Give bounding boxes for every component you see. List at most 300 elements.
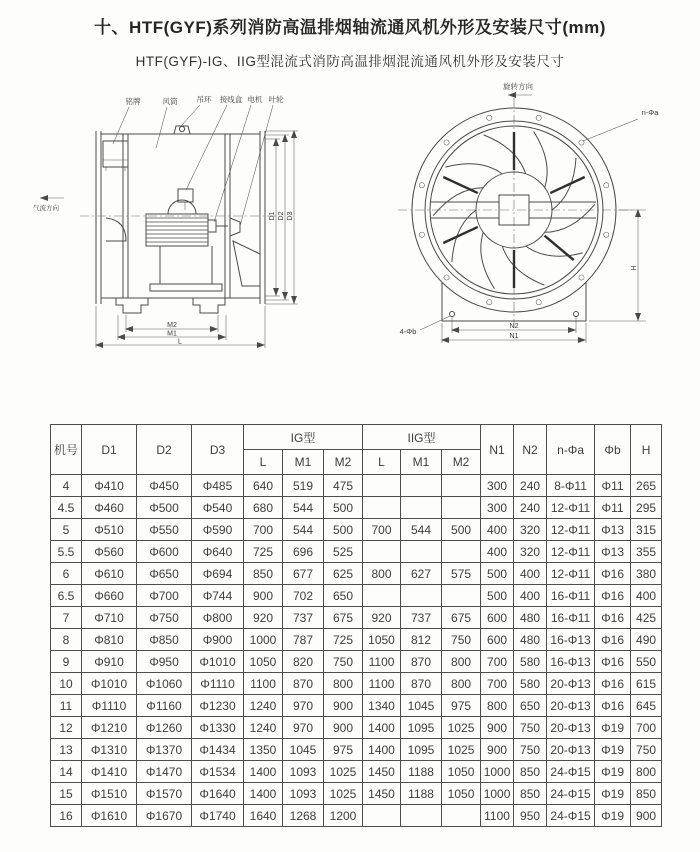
spec-cell — [442, 805, 481, 827]
spec-cell: 1095 — [401, 739, 442, 761]
spec-cell: 750 — [324, 651, 363, 673]
flange-holes-callout — [583, 108, 659, 141]
spec-row — [51, 673, 662, 695]
spec-row — [51, 541, 662, 563]
spec-cell: Φ1330 — [192, 717, 244, 739]
spec-cell: 750 — [442, 629, 481, 651]
spec-cell: Φ16 — [595, 585, 631, 607]
spec-cell: 15 — [51, 783, 82, 805]
spec-cell — [401, 475, 442, 497]
bottom-dimensions — [96, 306, 265, 348]
spec-cell: 1350 — [244, 739, 283, 761]
part-labels — [113, 94, 284, 226]
spec-cell: 1025 — [324, 783, 363, 805]
spec-cell: 870 — [401, 673, 442, 695]
spec-cell — [442, 497, 481, 519]
spec-cell: Φ660 — [82, 585, 137, 607]
spec-cell: 1100 — [363, 673, 401, 695]
spec-cell: Φ16 — [595, 651, 631, 673]
spec-cell: 8-Φ11 — [547, 475, 595, 497]
spec-cell: Φ16 — [595, 607, 631, 629]
spec-cell: 500 — [324, 519, 363, 541]
spec-cell: Φ1260 — [137, 717, 192, 739]
label-rotation: 旋转方向 — [503, 82, 533, 91]
spec-cell: 10 — [51, 673, 82, 695]
col-header-b: Φb — [595, 425, 631, 475]
spec-cell: 920 — [244, 607, 283, 629]
spec-cell: 16 — [51, 805, 82, 827]
spec-cell: 870 — [283, 673, 324, 695]
spec-cell: Φ810 — [82, 629, 137, 651]
dim-m2: M2 — [167, 322, 177, 329]
spec-cell: 970 — [283, 695, 324, 717]
spec-cell: 737 — [401, 607, 442, 629]
spec-cell — [363, 475, 401, 497]
label-motor: 电机 — [247, 95, 263, 104]
fan-casing — [96, 131, 265, 304]
spec-cell: Φ13 — [595, 519, 631, 541]
col-group-ig: IG型 — [244, 425, 363, 450]
spec-cell: 1095 — [401, 717, 442, 739]
spec-cell: 300 — [481, 497, 514, 519]
spec-cell: 737 — [283, 607, 324, 629]
spec-cell: 900 — [324, 695, 363, 717]
spec-cell: 800 — [363, 563, 401, 585]
spec-cell: 24-Φ15 — [547, 805, 595, 827]
spec-cell — [442, 541, 481, 563]
spec-cell: 975 — [324, 739, 363, 761]
motor-pedestal — [150, 246, 222, 291]
spec-cell: 320 — [514, 519, 547, 541]
spec-cell: 702 — [283, 585, 324, 607]
spec-cell: 6 — [51, 563, 82, 585]
spec-cell: 1100 — [481, 805, 514, 827]
spec-cell: 700 — [481, 673, 514, 695]
spec-cell: 1093 — [283, 761, 324, 783]
spec-cell: 5 — [51, 519, 82, 541]
spec-cell: 12 — [51, 717, 82, 739]
spec-cell: Φ1010 — [82, 673, 137, 695]
spec-cell: Φ1230 — [192, 695, 244, 717]
spec-cell: 500 — [324, 497, 363, 519]
spec-cell: Φ16 — [595, 695, 631, 717]
col-header-h: H — [631, 425, 662, 475]
spec-row — [51, 695, 662, 717]
height-dimension — [589, 210, 646, 321]
spec-cell: 4.5 — [51, 497, 82, 519]
spec-row — [51, 717, 662, 739]
spec-cell: Φ1740 — [192, 805, 244, 827]
spec-cell: 12-Φ11 — [547, 541, 595, 563]
spec-cell: 625 — [324, 563, 363, 585]
spec-cell: 645 — [631, 695, 662, 717]
spec-cell: 800 — [481, 695, 514, 717]
spec-cell — [401, 497, 442, 519]
spec-cell: 8 — [51, 629, 82, 651]
spec-cell: 315 — [631, 519, 662, 541]
spec-cell: Φ560 — [82, 541, 137, 563]
spec-cell: Φ1110 — [82, 695, 137, 717]
spec-cell: 1400 — [363, 739, 401, 761]
spec-cell: Φ600 — [137, 541, 192, 563]
spec-cell: 1100 — [244, 673, 283, 695]
spec-cell: 900 — [324, 717, 363, 739]
spec-cell: 400 — [481, 519, 514, 541]
rotation-direction — [503, 81, 533, 95]
spec-cell: 500 — [481, 585, 514, 607]
lifting-ring-shape — [174, 126, 190, 134]
label-flange-holes: n-Φa — [641, 108, 659, 117]
spec-cell: Φ900 — [192, 629, 244, 651]
side-view-drawing — [28, 86, 328, 364]
spec-cell: Φ640 — [192, 541, 244, 563]
dim-l: L — [178, 338, 182, 346]
spec-cell: Φ750 — [137, 607, 192, 629]
label-lifting-ring: 吊环 — [196, 95, 212, 104]
spec-row — [51, 607, 662, 629]
spec-cell: 295 — [631, 497, 662, 519]
spec-cell: Φ510 — [82, 519, 137, 541]
spec-cell: 1050 — [244, 651, 283, 673]
spec-cell: Φ1670 — [137, 805, 192, 827]
spec-cell: 680 — [244, 497, 283, 519]
spec-cell: Φ744 — [192, 585, 244, 607]
spec-cell: 787 — [283, 629, 324, 651]
spec-cell: 550 — [631, 651, 662, 673]
dim-n1: N1 — [509, 333, 519, 340]
col-header-iig-l: L — [363, 450, 401, 475]
spec-cell: 920 — [363, 607, 401, 629]
spec-cell: 519 — [283, 475, 324, 497]
spec-cell: 1000 — [244, 629, 283, 651]
spec-cell: 900 — [631, 805, 662, 827]
spec-cell: 900 — [244, 585, 283, 607]
spec-cell: 850 — [631, 783, 662, 805]
spec-cell: 1268 — [283, 805, 324, 827]
spec-cell: 600 — [481, 629, 514, 651]
spec-cell: 400 — [514, 585, 547, 607]
label-airflow: 气流方向 — [33, 205, 59, 212]
spec-cell: 480 — [514, 607, 547, 629]
spec-cell: 640 — [244, 475, 283, 497]
spec-cell: 812 — [401, 629, 442, 651]
spec-cell: Φ19 — [595, 717, 631, 739]
spec-cell: 1000 — [481, 761, 514, 783]
spec-cell: Φ485 — [192, 475, 244, 497]
col-header-n2: N2 — [514, 425, 547, 475]
spec-cell — [363, 585, 401, 607]
spec-cell: 12-Φ11 — [547, 497, 595, 519]
spec-cell: Φ694 — [192, 563, 244, 585]
spec-cell: 240 — [514, 475, 547, 497]
spec-cell: 20-Φ13 — [547, 717, 595, 739]
spec-cell — [442, 585, 481, 607]
spec-cell: 16-Φ13 — [547, 651, 595, 673]
spec-row — [51, 585, 662, 607]
spec-cell: 544 — [401, 519, 442, 541]
spec-cell: 500 — [481, 563, 514, 585]
spec-cell: 850 — [514, 761, 547, 783]
spec-cell: 1100 — [363, 651, 401, 673]
spec-cell: 677 — [283, 563, 324, 585]
spec-cell: 975 — [442, 695, 481, 717]
spec-cell: 600 — [481, 607, 514, 629]
spec-cell: Φ1060 — [137, 673, 192, 695]
spec-cell: 6.5 — [51, 585, 82, 607]
spec-cell: 1045 — [401, 695, 442, 717]
spec-cell: 20-Φ13 — [547, 739, 595, 761]
spec-cell: 1000 — [481, 783, 514, 805]
spec-cell: Φ710 — [82, 607, 137, 629]
spec-cell: 1640 — [244, 805, 283, 827]
spec-cell: 7 — [51, 607, 82, 629]
spec-cell: Φ1640 — [192, 783, 244, 805]
spec-cell: Φ910 — [82, 651, 137, 673]
spec-cell: 20-Φ13 — [547, 695, 595, 717]
spec-cell: 850 — [244, 563, 283, 585]
spec-cell — [401, 541, 442, 563]
spec-cell: Φ1570 — [137, 783, 192, 805]
spec-cell: 12-Φ11 — [547, 563, 595, 585]
spec-cell: 725 — [324, 629, 363, 651]
spec-cell: Φ500 — [137, 497, 192, 519]
spec-cell: 480 — [514, 629, 547, 651]
spec-cell: 1188 — [401, 783, 442, 805]
spec-cell: 650 — [514, 695, 547, 717]
spec-cell: 1050 — [442, 761, 481, 783]
label-nameplate: 铭牌 — [125, 97, 141, 106]
spec-cell: 24-Φ15 — [547, 761, 595, 783]
spec-cell: 240 — [514, 497, 547, 519]
spec-row — [51, 519, 662, 541]
spec-cell: Φ1510 — [82, 783, 137, 805]
spec-cell: 1188 — [401, 761, 442, 783]
spec-cell: 820 — [283, 651, 324, 673]
col-group-iig: IIG型 — [363, 425, 481, 450]
spec-cell: 800 — [442, 651, 481, 673]
page-title: 十、HTF(GYF)系列消防高温排烟轴流通风机外形及安装尺寸(mm) — [94, 18, 606, 37]
spec-cell: 900 — [481, 739, 514, 761]
spec-cell: 1400 — [244, 761, 283, 783]
spec-cell: Φ1110 — [192, 673, 244, 695]
dim-m1: M1 — [167, 330, 177, 338]
spec-row — [51, 475, 662, 497]
spec-cell: Φ540 — [192, 497, 244, 519]
col-header-d3: D3 — [192, 425, 244, 475]
spec-cell: 490 — [631, 629, 662, 651]
spec-cell: Φ19 — [595, 739, 631, 761]
label-impeller: 叶轮 — [268, 95, 284, 104]
spec-cell: Φ550 — [137, 519, 192, 541]
spec-cell: Φ13 — [595, 541, 631, 563]
spec-cell: Φ16 — [595, 673, 631, 695]
label-duct: 风筒 — [162, 97, 178, 106]
spec-cell: 750 — [514, 739, 547, 761]
spec-cell: Φ19 — [595, 783, 631, 805]
impeller-shape — [230, 218, 260, 286]
col-header-d2: D2 — [137, 425, 192, 475]
motor-shape — [146, 200, 228, 246]
col-header-d1: D1 — [82, 425, 137, 475]
spec-cell: 575 — [442, 563, 481, 585]
spec-cell: 627 — [401, 563, 442, 585]
col-header-model: 机号 — [51, 425, 82, 475]
spec-cell: Φ1410 — [82, 761, 137, 783]
spec-cell: 580 — [514, 673, 547, 695]
spec-cell: Φ1010 — [192, 651, 244, 673]
spec-cell: 1450 — [363, 761, 401, 783]
diameter-dimensions — [265, 131, 298, 304]
col-header-iig-m1: M1 — [401, 450, 442, 475]
spec-cell: Φ11 — [595, 497, 631, 519]
spec-cell: 1025 — [442, 717, 481, 739]
label-junction-box: 接线盒 — [219, 95, 243, 104]
spec-cell: 1050 — [442, 783, 481, 805]
spec-cell: 1045 — [283, 739, 324, 761]
spec-cell — [363, 541, 401, 563]
spec-cell: Φ450 — [137, 475, 192, 497]
spec-cell: 900 — [481, 717, 514, 739]
spec-cell: 1240 — [244, 695, 283, 717]
spec-row — [51, 651, 662, 673]
spec-cell: 950 — [514, 805, 547, 827]
spec-cell: 725 — [244, 541, 283, 563]
spec-cell: Φ460 — [82, 497, 137, 519]
col-header-ig-m2: M2 — [324, 450, 363, 475]
spec-cell: 700 — [481, 651, 514, 673]
spec-table-head — [51, 425, 662, 475]
spec-cell: 750 — [631, 739, 662, 761]
spec-row — [51, 783, 662, 805]
spec-cell: 1450 — [363, 783, 401, 805]
spec-row — [51, 761, 662, 783]
spec-cell: 800 — [631, 761, 662, 783]
spec-cell: 320 — [514, 541, 547, 563]
spec-cell — [401, 585, 442, 607]
spec-row — [51, 563, 662, 585]
spec-cell: 525 — [324, 541, 363, 563]
spec-cell: 1025 — [442, 739, 481, 761]
spec-cell: Φ610 — [82, 563, 137, 585]
spec-cell: 425 — [631, 607, 662, 629]
spec-cell: 400 — [481, 541, 514, 563]
spec-cell — [401, 805, 442, 827]
spec-cell: 475 — [324, 475, 363, 497]
spec-cell: 1400 — [244, 783, 283, 805]
spec-cell: 400 — [514, 563, 547, 585]
spec-cell — [442, 475, 481, 497]
spec-cell: 1050 — [363, 629, 401, 651]
spec-cell: 400 — [631, 585, 662, 607]
spec-cell: 355 — [631, 541, 662, 563]
page-subtitle: HTF(GYF)-IG、IIG型混流式消防高温排烟混流通风机外形及安装尺寸 — [135, 54, 565, 69]
nameplate-shape — [103, 141, 128, 171]
spec-cell: Φ11 — [595, 475, 631, 497]
col-header-ig-m1: M1 — [283, 450, 324, 475]
spec-cell: 13 — [51, 739, 82, 761]
spec-cell: 16-Φ11 — [547, 607, 595, 629]
spec-cell: 750 — [514, 717, 547, 739]
spec-row — [51, 629, 662, 651]
spec-cell: 580 — [514, 651, 547, 673]
spec-cell — [363, 805, 401, 827]
spec-cell: 16-Φ13 — [547, 629, 595, 651]
col-header-na: n-Φa — [547, 425, 595, 475]
airflow-direction — [33, 198, 64, 212]
spec-cell: 700 — [363, 519, 401, 541]
spec-cell: Φ1370 — [137, 739, 192, 761]
spec-cell: 12-Φ11 — [547, 519, 595, 541]
spec-cell: 1340 — [363, 695, 401, 717]
spec-cell: 615 — [631, 673, 662, 695]
spec-cell: 850 — [514, 783, 547, 805]
spec-cell: 675 — [324, 607, 363, 629]
front-view-drawing — [366, 78, 686, 356]
dim-d2: D2 — [278, 211, 285, 221]
spec-cell: 870 — [401, 651, 442, 673]
junction-box-shape — [178, 189, 193, 210]
spec-cell: 700 — [631, 717, 662, 739]
label-foot-holes: 4-Φb — [399, 327, 417, 336]
spec-row — [51, 805, 662, 827]
spec-cell: 650 — [324, 585, 363, 607]
spec-cell: 265 — [631, 475, 662, 497]
spec-cell: Φ1610 — [82, 805, 137, 827]
spec-cell: 300 — [481, 475, 514, 497]
spec-cell: Φ410 — [82, 475, 137, 497]
spec-cell: 11 — [51, 695, 82, 717]
spec-cell: 700 — [244, 519, 283, 541]
spec-cell: Φ1210 — [82, 717, 137, 739]
spec-cell: 544 — [283, 519, 324, 541]
col-header-ig-l: L — [244, 450, 283, 475]
spec-cell: 24-Φ15 — [547, 783, 595, 805]
spec-cell: 800 — [442, 673, 481, 695]
spec-cell: Φ19 — [595, 761, 631, 783]
spec-cell: 1200 — [324, 805, 363, 827]
spec-cell: 5.5 — [51, 541, 82, 563]
spec-cell: 1025 — [324, 761, 363, 783]
spec-cell: 4 — [51, 475, 82, 497]
dim-n2: N2 — [509, 323, 519, 330]
spec-cell: 14 — [51, 761, 82, 783]
spec-cell: Φ1310 — [82, 739, 137, 761]
dim-h: H — [631, 265, 638, 271]
spec-cell: 1240 — [244, 717, 283, 739]
spec-cell: 9 — [51, 651, 82, 673]
spec-cell: Φ800 — [192, 607, 244, 629]
spec-cell: 20-Φ13 — [547, 673, 595, 695]
dim-d3: D3 — [287, 211, 294, 221]
spec-cell: Φ1470 — [137, 761, 192, 783]
col-header-n1: N1 — [481, 425, 514, 475]
spec-cell: Φ19 — [595, 805, 631, 827]
spec-cell: Φ590 — [192, 519, 244, 541]
spec-cell: 696 — [283, 541, 324, 563]
spec-cell: Φ1434 — [192, 739, 244, 761]
spec-table — [50, 424, 662, 827]
spec-cell: Φ650 — [137, 563, 192, 585]
spec-row — [51, 497, 662, 519]
dim-d1: D1 — [269, 211, 276, 221]
spec-cell: 800 — [324, 673, 363, 695]
mounting-feet — [116, 298, 225, 313]
spec-cell: 970 — [283, 717, 324, 739]
spec-cell: 544 — [283, 497, 324, 519]
spec-cell: Φ950 — [137, 651, 192, 673]
spec-row — [51, 739, 662, 761]
drawings-area — [0, 78, 700, 378]
